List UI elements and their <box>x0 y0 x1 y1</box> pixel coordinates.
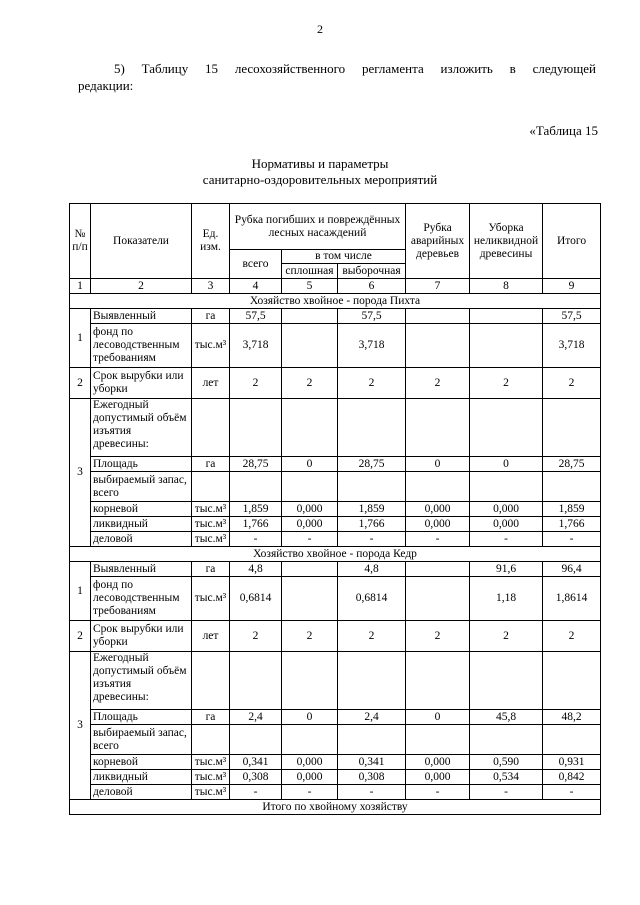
empty-cell <box>282 652 338 710</box>
section-title-cedar: Хозяйство хвойное - порода Кедр <box>70 547 601 562</box>
value-cell: 0,590 <box>470 755 543 770</box>
row-number: 1 <box>70 562 91 621</box>
value-cell: 0,931 <box>543 755 601 770</box>
value-cell <box>282 309 338 324</box>
value-cell: 2 <box>230 368 282 399</box>
value-cell: 2,4 <box>230 710 282 725</box>
empty-cell <box>230 472 282 502</box>
value-cell: - <box>282 785 338 800</box>
value-cell: 0,842 <box>543 770 601 785</box>
value-cell: 57,5 <box>543 309 601 324</box>
table-row <box>70 755 601 770</box>
empty-cell <box>406 472 470 502</box>
label-root: корневой <box>91 502 192 517</box>
row-number: 3 <box>70 399 91 547</box>
value-cell: 57,5 <box>230 309 282 324</box>
table-label: «Таблица 15 <box>529 123 598 138</box>
table-row <box>70 517 601 532</box>
value-cell <box>282 562 338 577</box>
empty-cell <box>192 725 230 755</box>
label-liquid: ликвидный <box>91 770 192 785</box>
value-cell: 0,000 <box>282 755 338 770</box>
value-cell <box>470 324 543 368</box>
col-num: 8 <box>470 279 543 294</box>
value-cell: 57,5 <box>338 309 406 324</box>
table-row <box>70 532 601 547</box>
value-cell: 1,766 <box>338 517 406 532</box>
value-cell: 0,000 <box>406 755 470 770</box>
value-cell: 2 <box>543 621 601 652</box>
value-cell: 1,859 <box>543 502 601 517</box>
value-cell: 0,000 <box>282 517 338 532</box>
value-cell <box>282 577 338 621</box>
empty-cell <box>470 652 543 710</box>
col-num: 4 <box>230 279 282 294</box>
table-row <box>70 309 601 324</box>
value-cell: 1,766 <box>543 517 601 532</box>
header-felling: Рубка погибших и повреждённых лесных насаждений <box>230 204 406 250</box>
empty-cell <box>282 725 338 755</box>
header-emergency: Рубка аварийных деревьев <box>406 204 470 279</box>
table-row <box>70 562 601 577</box>
value-cell: 3,718 <box>543 324 601 368</box>
value-cell: 0,534 <box>470 770 543 785</box>
value-cell: 0 <box>282 710 338 725</box>
empty-cell <box>406 399 470 457</box>
value-cell: 2 <box>543 368 601 399</box>
value-cell: - <box>543 785 601 800</box>
value-cell: 3,718 <box>338 324 406 368</box>
value-cell: 2 <box>338 368 406 399</box>
value-cell: 0 <box>470 457 543 472</box>
unit-cell: тыс.м³ <box>192 532 230 547</box>
value-cell: - <box>406 785 470 800</box>
table-row <box>70 577 601 621</box>
value-cell: 0,341 <box>230 755 282 770</box>
label-annual: Ежегодный допустимый объём изъятия древесины: <box>91 652 192 710</box>
empty-cell <box>543 725 601 755</box>
header-selective: выборочная <box>338 264 406 279</box>
empty-cell <box>543 652 601 710</box>
value-cell: - <box>470 532 543 547</box>
value-cell: - <box>338 785 406 800</box>
value-cell: 2 <box>406 621 470 652</box>
col-num: 7 <box>406 279 470 294</box>
value-cell <box>470 309 543 324</box>
section-title-total: Итого по хвойному хозяйству <box>70 800 601 815</box>
label-revealed: Выявленный <box>91 309 192 324</box>
empty-cell <box>282 399 338 457</box>
row-number: 2 <box>70 621 91 652</box>
unit-cell: тыс.м³ <box>192 502 230 517</box>
table-title-line-1: Нормативы и параметры <box>251 156 389 171</box>
value-cell: - <box>406 532 470 547</box>
value-cell: 28,75 <box>230 457 282 472</box>
unit-cell: тыс.м³ <box>192 785 230 800</box>
table-title-line-2: санитарно-оздоровительных мероприятий <box>202 172 438 187</box>
value-cell: 2 <box>470 621 543 652</box>
header-total: Итого <box>543 204 601 279</box>
value-cell: - <box>338 532 406 547</box>
value-cell: 1,8614 <box>543 577 601 621</box>
row-number: 1 <box>70 309 91 368</box>
unit-cell: га <box>192 562 230 577</box>
value-cell: - <box>282 532 338 547</box>
header-indicators: Показатели <box>91 204 192 279</box>
empty-cell <box>470 472 543 502</box>
value-cell: 4,8 <box>230 562 282 577</box>
table-row <box>70 399 601 457</box>
unit-cell: тыс.м³ <box>192 770 230 785</box>
section-row-fir <box>70 294 601 309</box>
value-cell: 45,8 <box>470 710 543 725</box>
empty-cell <box>192 652 230 710</box>
value-cell: 1,766 <box>230 517 282 532</box>
label-stock: выбираемый запас, всего <box>91 472 192 502</box>
section-row-total <box>70 800 601 815</box>
empty-cell <box>338 652 406 710</box>
section-title-fir: Хозяйство хвойное - порода Пихта <box>70 294 601 309</box>
value-cell: 3,718 <box>230 324 282 368</box>
label-root: корневой <box>91 755 192 770</box>
table-row <box>70 770 601 785</box>
empty-cell <box>406 725 470 755</box>
label-area: Площадь <box>91 710 192 725</box>
label-revealed-fund: фонд по лесоводственным требованиям <box>91 324 192 368</box>
table-row <box>70 472 601 502</box>
header-including: в том числе <box>282 250 406 264</box>
value-cell: 0 <box>406 457 470 472</box>
table-row <box>70 652 601 710</box>
value-cell: 2 <box>338 621 406 652</box>
unit-cell: тыс.м³ <box>192 755 230 770</box>
value-cell: - <box>470 785 543 800</box>
table-row <box>70 368 601 399</box>
header-clear: сплошная <box>282 264 338 279</box>
label-term: Срок вырубки или уборки <box>91 368 192 399</box>
table-row <box>70 621 601 652</box>
section-row-cedar <box>70 547 601 562</box>
header-row-1 <box>70 204 601 250</box>
label-stock: выбираемый запас, всего <box>91 725 192 755</box>
empty-cell <box>543 472 601 502</box>
value-cell: 28,75 <box>338 457 406 472</box>
empty-cell <box>338 399 406 457</box>
value-cell: 1,859 <box>230 502 282 517</box>
col-num: 1 <box>70 279 91 294</box>
value-cell: 0,000 <box>282 770 338 785</box>
value-cell: 0,341 <box>338 755 406 770</box>
col-num: 5 <box>282 279 338 294</box>
empty-cell <box>543 399 601 457</box>
value-cell: 2 <box>282 621 338 652</box>
value-cell: 2 <box>230 621 282 652</box>
table-row <box>70 710 601 725</box>
empty-cell <box>338 725 406 755</box>
value-cell: 0,308 <box>230 770 282 785</box>
unit-cell: тыс.м³ <box>192 577 230 621</box>
label-annual: Ежегодный допустимый объём изъятия древесины: <box>91 399 192 457</box>
value-cell <box>282 324 338 368</box>
empty-cell <box>192 472 230 502</box>
value-cell: - <box>230 532 282 547</box>
value-cell: 2,4 <box>338 710 406 725</box>
col-num: 3 <box>192 279 230 294</box>
value-cell: 0,000 <box>406 770 470 785</box>
unit-cell: тыс.м³ <box>192 517 230 532</box>
page-number: 2 <box>317 22 323 36</box>
value-cell <box>406 562 470 577</box>
value-cell: 1,859 <box>338 502 406 517</box>
table-row <box>70 324 601 368</box>
empty-cell <box>338 472 406 502</box>
value-cell: - <box>543 532 601 547</box>
value-cell: 0,000 <box>282 502 338 517</box>
empty-cell <box>282 472 338 502</box>
col-num: 6 <box>338 279 406 294</box>
empty-cell <box>230 652 282 710</box>
intro-line-1: 5) Таблицу 15 лесохозяйственного регламента изложить в следующей <box>114 61 596 76</box>
empty-cell <box>230 399 282 457</box>
column-numbers-row <box>70 279 601 294</box>
header-total-felling: всего <box>230 250 282 279</box>
value-cell: 2 <box>406 368 470 399</box>
empty-cell <box>192 399 230 457</box>
label-business: деловой <box>91 532 192 547</box>
row-number: 3 <box>70 652 91 800</box>
value-cell: 2 <box>282 368 338 399</box>
col-num: 9 <box>543 279 601 294</box>
value-cell: 28,75 <box>543 457 601 472</box>
value-cell: 0,6814 <box>230 577 282 621</box>
value-cell: 0,6814 <box>338 577 406 621</box>
value-cell <box>406 577 470 621</box>
label-term: Срок вырубки или уборки <box>91 621 192 652</box>
unit-cell: лет <box>192 368 230 399</box>
value-cell: 0,000 <box>470 502 543 517</box>
value-cell: 96,4 <box>543 562 601 577</box>
value-cell: 91,6 <box>470 562 543 577</box>
empty-cell <box>230 725 282 755</box>
header-num: № п/п <box>70 204 91 279</box>
label-area: Площадь <box>91 457 192 472</box>
value-cell: 0,000 <box>406 517 470 532</box>
value-cell: 0,308 <box>338 770 406 785</box>
table-row <box>70 725 601 755</box>
col-num: 2 <box>91 279 192 294</box>
empty-cell <box>470 399 543 457</box>
value-cell <box>406 309 470 324</box>
table-row <box>70 457 601 472</box>
value-cell: - <box>230 785 282 800</box>
value-cell: 0,000 <box>406 502 470 517</box>
empty-cell <box>406 652 470 710</box>
value-cell: 0,000 <box>470 517 543 532</box>
label-liquid: ликвидный <box>91 517 192 532</box>
value-cell: 0 <box>282 457 338 472</box>
unit-cell: га <box>192 710 230 725</box>
header-unit: Ед. изм. <box>192 204 230 279</box>
label-revealed-fund: фонд по лесоводственным требованиям <box>91 577 192 621</box>
sanitary-measures-table <box>69 203 601 815</box>
unit-cell: га <box>192 457 230 472</box>
value-cell <box>406 324 470 368</box>
header-cleanup: Уборка неликвидной древесины <box>470 204 543 279</box>
label-business: деловой <box>91 785 192 800</box>
value-cell: 1,18 <box>470 577 543 621</box>
value-cell: 48,2 <box>543 710 601 725</box>
value-cell: 4,8 <box>338 562 406 577</box>
unit-cell: лет <box>192 621 230 652</box>
value-cell: 0 <box>406 710 470 725</box>
value-cell: 2 <box>470 368 543 399</box>
table-row <box>70 785 601 800</box>
row-number: 2 <box>70 368 91 399</box>
unit-cell: тыс.м³ <box>192 324 230 368</box>
unit-cell: га <box>192 309 230 324</box>
label-revealed: Выявленный <box>91 562 192 577</box>
intro-line-2: редакции: <box>78 78 134 93</box>
table-row <box>70 502 601 517</box>
empty-cell <box>470 725 543 755</box>
